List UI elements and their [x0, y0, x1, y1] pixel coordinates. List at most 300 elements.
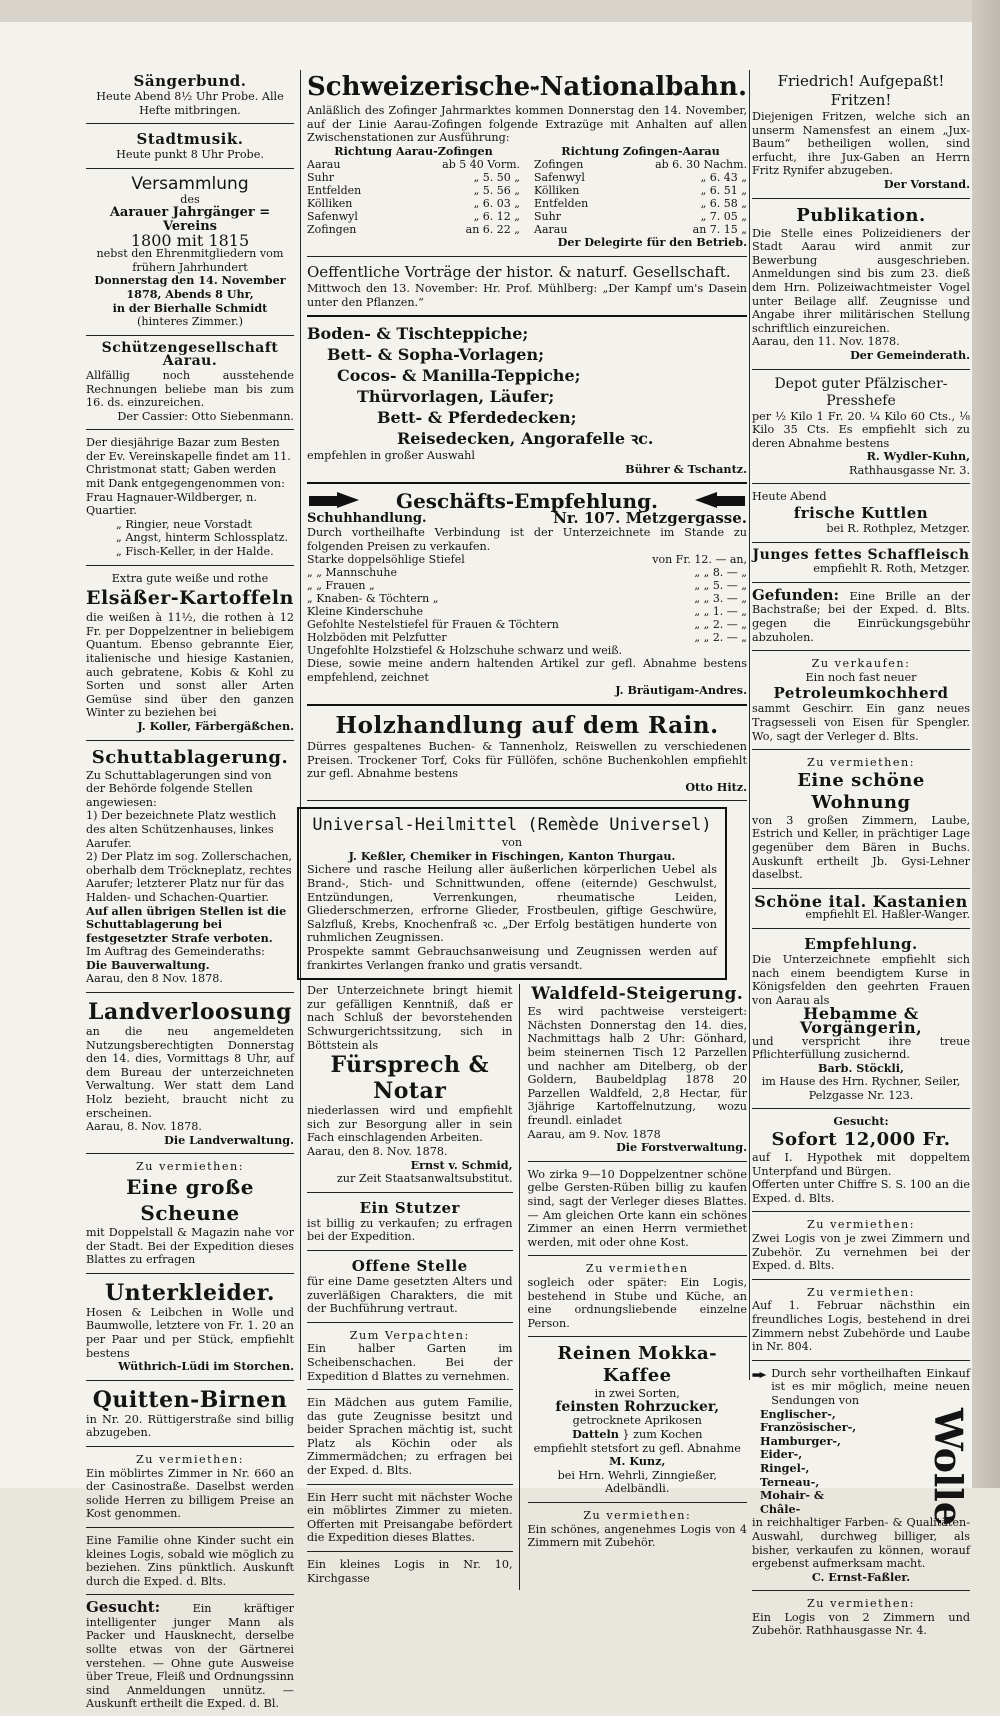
ad-signature: J. Koller, Färbergäßchen. [137, 718, 294, 733]
table-cell: „ Knaben- & Töchtern „ [307, 592, 439, 606]
list-item: Mohair- & [760, 1488, 825, 1503]
separator [752, 1590, 970, 1591]
ad-signature: Barb. Stöckli, [818, 1060, 904, 1075]
ad-text: von 3 großen Zimmern, Laube, Estrich und Keller, in prächtiger Lage gegenüber dem Bären in Buchs. Auskunft ertheilt Jb. Gysi-Lehner daselbst. [752, 813, 970, 882]
ad-text: Durch vortheilhafte Verbindung ist der Unterzeichnete im Stande zu folgenden Preisen zu verkaufen. [307, 525, 747, 553]
ad-signature: Rathhausgasse Nr. 3. [848, 463, 970, 477]
ad-text: in reichhaltiger Farben- & Qualitäten-Auswahl, durchweg billiger, als bisher, verkaufen zu können, worauf ergebenst aufmerksam macht. [752, 1516, 970, 1571]
separator [307, 315, 747, 317]
timetable-table [307, 158, 520, 236]
separator [86, 335, 294, 336]
ad-date: Aarau, am 9. Nov. 1878 [527, 1127, 661, 1141]
ad-wohnung [752, 756, 970, 882]
ad-text: sammt Geschirr. Ein ganz neues Tragsesseli von Eisen für Spengler. Wo, sagt der Verleger d. Blts. [752, 702, 970, 743]
ad-line: „ Angst, hinterm Schlossplatz. [116, 531, 289, 545]
column-rule-right [749, 70, 750, 1380]
ad-line: Cocos- & Manilla-Teppiche; [337, 366, 581, 386]
ad-line: Donnerstag den 14. November 1878, Abends 8 Uhr, [94, 273, 286, 301]
table-cell: ab 5 40 Vorm. [442, 158, 520, 172]
ad-line: 1800 mit 1815 [130, 230, 250, 250]
middle-right-subcolumn [528, 984, 747, 1590]
ad-line: Aarau, den 8 Nov. 1878. [86, 972, 223, 986]
list-item: Französischer-, [760, 1420, 857, 1435]
ad-text: Der Unterzeichnete bringt hiemit zur gefälligen Kenntniß, daß er nach Schluß der bevorstehenden Schwurgerichtssitzung, sich in Böttstein als [307, 984, 513, 1052]
ad-text: auf I. Hypothek mit doppeltem Unterpfand und Bürgen. [752, 1151, 970, 1178]
ad-title: Petroleumkochherd [773, 684, 949, 703]
ad-signature: Der Cassier: Otto Siebenmann. [117, 409, 294, 423]
ad-line: nebst den Ehrenmitgliedern vom frühern Jahrhundert [96, 247, 284, 274]
ad-line: Zum Verpachten: [349, 1328, 470, 1342]
separator [752, 1108, 970, 1109]
ad-fritzen [752, 72, 970, 192]
ad-title: Fürsprech & Notar [330, 1052, 490, 1105]
ad-date: Aarau, 8. Nov. 1878. [86, 1120, 202, 1134]
table-cell: „ „ 1. — „ [694, 605, 747, 619]
ad-herr [307, 1491, 513, 1545]
separator [528, 1336, 747, 1337]
ad-signature: bei Hrn. Wehrli, Zinngießer, Adelbändli. [557, 1468, 717, 1496]
table-cell: „ „ Mannschuhe [307, 566, 397, 580]
ad-subtitle-row [307, 509, 747, 528]
separator [752, 650, 970, 651]
ad-text: Allfällig noch ausstehende Rechnungen beliebe man bis zum 16. ds. einzureichen. [86, 368, 294, 410]
ad-title: Gesucht: [86, 1598, 161, 1617]
ad-text: Dürres gespaltenes Buchen- & Tannenholz, Reiswellen zu verschiedenen Preisen. Trockener Torf, Coks für Füllöfen, schöne Buchenkohlen empfiehlt zur gefl. Abnahme bestens [307, 739, 747, 781]
pointing-hand-right-icon [307, 490, 363, 512]
ad-line: Im Auftrag des Gemeinderaths: [86, 945, 265, 959]
ad-line: Zu vermiethen: [807, 756, 915, 770]
column-rule-left [300, 70, 301, 1380]
ad-vermiethen-4zimmer [528, 1509, 747, 1550]
separator [86, 1594, 294, 1595]
ad-text: per ½ Kilo 1 Fr. 20. ¼ Kilo 60 Cts., ⅛ Kilo 35 Cts. Es empfiehlt sich zu deren Abnahme bestens [752, 409, 970, 450]
table-cell: Gefohlte Nestelstiefel für Frauen & Töchtern [307, 618, 559, 632]
table-cell: ab 6. 30 Nachm. [655, 158, 747, 172]
ad-landverloosung [86, 999, 294, 1147]
separator [86, 1273, 294, 1274]
table-cell: „ 6. 12 „ [473, 210, 520, 224]
ad-title: Hebamme & Vorgängerin, [799, 1004, 923, 1037]
ad-line: Zu vermiethen [585, 1262, 689, 1276]
column-right [752, 72, 970, 1643]
ad-date: Aarau, den 11. Nov. 1878. [752, 335, 900, 349]
ad-text: Zu Schuttablagerungen sind von der Behörde folgende Stellen angewiesen: [86, 768, 272, 809]
ad-text: Ein schönes, angenehmes Logis von 4 Zimmern mit Zubehör. [527, 1522, 747, 1550]
table-cell: „ 7. 05 „ [700, 210, 747, 224]
ad-line: des [180, 192, 200, 206]
ad-text: Ein kleines Logis in Nr. 10, Kirchgasse [307, 1558, 513, 1585]
ad-geschaeft [307, 490, 747, 698]
ad-text: Die Unterzeichnete empfiehlt sich nach einem beendigtem Kurse in Königsfelden den geehrten Frauen von Aarau als [752, 952, 970, 1007]
ad-line: Datteln [572, 1427, 619, 1442]
separator [752, 198, 970, 199]
table-cell: „ 6. 43 „ [700, 171, 747, 185]
ad-line: „ Ringier, neue Vorstadt [116, 517, 253, 531]
ad-line: Zu vermiethen: [583, 1509, 692, 1523]
ad-kartoffeln [86, 572, 294, 734]
ad-text: Diejenigen Fritzen, welche sich an unserm Namensfest an einem „Jux-Baum“ betheiligen wollen, sind erfucht, ihre Jux-Gaben an Herrn Fritz Rynifer abzugeben. [752, 110, 970, 178]
ad-text: Ein Mädchen aus gutem Familie, das gute Zeugnisse besitzt und beider Sprachen mächtig ist, sucht Platz als Köchin oder als Zimmermädchen; zu erfragen bei der Exped. d. Blts. [307, 1396, 513, 1478]
table-cell: Kleine Kinderschuhe [307, 605, 424, 619]
list-item: Hamburger-, [760, 1433, 841, 1448]
wool-type-list [752, 1408, 870, 1517]
ad-line: Extra gute weiße und rothe [111, 571, 269, 585]
ad-line: Die Bauverwaltung. [86, 957, 210, 972]
ad-empfehlung [752, 935, 970, 1103]
ad-signature: Wüthrich-Lüdi im Storchen. [118, 1359, 294, 1374]
ad-title: Reinen Mokka-Kaffee [557, 1343, 718, 1387]
ad-title: Sängerbund. [133, 72, 247, 90]
column-middle [307, 72, 747, 1590]
ad-title: Elsäßer-Kartoffeln [86, 587, 294, 610]
ad-line: getrocknete Aprikosen [572, 1414, 702, 1428]
ad-title: frische Kuttlen [793, 504, 929, 523]
list-item: Terneau-, [760, 1474, 820, 1489]
separator [752, 582, 970, 583]
ad-gefunden [752, 585, 971, 644]
table-cell: Zofingen [534, 158, 584, 172]
ad-text: Heute Abend 8½ Uhr Probe. Alle Hefte mitbringen. [96, 90, 284, 117]
timetable-aarau-zofingen [307, 145, 520, 237]
separator [86, 740, 294, 741]
table-cell: Entfelden [534, 197, 589, 211]
ad-line: 1) Der bezeichnete Platz westlich des alten Schützenhauses, linkes Aarufer. [86, 809, 277, 850]
ad-text: in Nr. 20. Rüttigerstraße sind billig abzugeben. [86, 1412, 294, 1440]
table-cell: „ 6. 51 „ [700, 184, 747, 198]
separator [752, 369, 970, 370]
separator [307, 1484, 513, 1485]
ad-familie [86, 1534, 294, 1588]
ad-line: Boden- & Tischteppiche; [307, 324, 529, 344]
ad-line: „ Fisch-Keller, in der Halde. [116, 545, 274, 559]
table-row [307, 566, 747, 579]
ad-text: Offerten unter Chiffre S. S. 100 an die Exped. d. Blts. [752, 1178, 970, 1205]
ad-text: Mittwoch den 13. November: Hr. Prof. Mühlberg: „Der Kampf um's Dasein unter den Pflanzen.“ [307, 281, 747, 309]
table-cell: „ „ 3. — „ [694, 592, 747, 606]
table-cell: an 7. 15 „ [692, 223, 747, 237]
ad-title: Offene Stelle [351, 1256, 468, 1275]
ad-text: für eine Dame gesetzten Alters und zuverläßigen Charakters, die mit der Buchführung vertraut. [307, 1274, 513, 1316]
table-row [307, 631, 747, 644]
ad-maedchen [307, 1396, 513, 1478]
ad-scheune [86, 1160, 294, 1266]
ad-line: Aarauer Jahrgänger = Vereins [109, 205, 271, 234]
separator [307, 1250, 513, 1251]
ad-kastanien [752, 891, 970, 922]
ad-line: Gesucht: [833, 1114, 889, 1129]
ad-text: Ein Logis von 2 Zimmern und Zubehör. Rathhausgasse Nr. 4. [752, 1610, 970, 1638]
ad-signature: J. Bräutigam-Andres. [615, 683, 747, 698]
table-cell: an 6. 22 „ [465, 223, 520, 237]
ad-title: Gefunden: [752, 585, 840, 604]
ad-holzhandlung [307, 712, 747, 794]
ad-signature: Der Vorstand. [883, 176, 970, 191]
ad-ruebe [528, 1168, 747, 1250]
list-item: Châle- [760, 1501, 801, 1516]
separator [752, 928, 970, 929]
timetable-table [534, 158, 747, 236]
table-row [307, 223, 520, 236]
separator [307, 1192, 513, 1193]
table-row [307, 605, 747, 618]
scan-edge-right [972, 0, 1000, 1488]
ad-schaffleisch [752, 546, 970, 576]
ad-nationalbahn [307, 72, 747, 250]
ad-text: Heute punkt 8 Uhr Probe. [116, 148, 264, 162]
separator [307, 800, 747, 801]
ad-title: Oeffentliche Vorträge der histor. & naturf. Gesellschaft. [307, 262, 731, 281]
ad-line: Zu vermiethen: [136, 1452, 244, 1466]
ad-waldfeld [528, 984, 747, 1155]
ad-title: Friedrich! Aufgepaßt! Fritzen! [777, 72, 945, 109]
ad-signature: Ernst v. Schmid, [410, 1157, 513, 1172]
separator [752, 888, 970, 889]
ad-signature: bei R. Rothplez, Metzger. [826, 522, 970, 536]
ad-sofort [752, 1115, 970, 1205]
ad-signature: zur Zeit Staatsanwaltsubstitut. [336, 1172, 513, 1186]
separator [86, 1153, 294, 1154]
ad-line: empfiehlt stetsfort zu gefl. Abnahme [533, 1441, 741, 1455]
ad-signature: Bührer & Tschantz. [625, 461, 747, 476]
separator [752, 483, 970, 484]
ad-text: niederlassen wird und empfiehlt sich zur Besorgung aller in sein Fach einschlagenden Arbeiten. [307, 1104, 513, 1145]
ad-signature: empfiehlt R. Roth, Metzger. [813, 562, 970, 576]
ad-text: Ein Herr sucht mit nächster Woche ein möblirtes Zimmer zu mieten. Offerten mit Preisangabe befördert die Expedition dieses Blattes. [307, 1490, 513, 1545]
separator [307, 704, 747, 706]
ad-title: Schweizerische [307, 72, 531, 103]
table-cell: Kölliken [307, 197, 353, 211]
table-cell: Ungefohlte Holzstiefel & Holzschuhe schwarz und weiß. [307, 644, 623, 658]
timetable [307, 145, 747, 237]
table-cell: „ „ Frauen „ [307, 579, 375, 593]
table-row [534, 210, 747, 223]
separator [86, 565, 294, 566]
ad-line: empfehlen in großer Auswahl [307, 449, 475, 463]
table-cell: Starke doppelsöhlige Stiefel [307, 553, 465, 567]
ad-vermiethen-rathhaus [752, 1597, 970, 1638]
ad-vermiethen-zwei-logis [752, 1218, 970, 1272]
ad-schuetzen [86, 339, 294, 424]
ad-text: Hosen & Leibchen in Wolle und Baumwolle, letztere von Fr. 1. 20 an per Paar und per Stück, empfiehlt bestens [86, 1305, 294, 1360]
ad-line: Ein noch fast neuer [805, 670, 917, 684]
table-cell: „ 6. 58 „ [700, 197, 747, 211]
list-item: Eider-, [760, 1447, 803, 1462]
ad-title: Schuttablagerung. [91, 746, 289, 768]
table-cell: „ 5. 56 „ [473, 184, 520, 198]
ad-line: 2) Der Platz im sog. Zollerschachen, oberhalb dem Tröckneplatz, rechtes Aarufer; letzterer Platz nur für das Halden- und Schachen-Quartier. [86, 850, 293, 904]
ad-vortraege [307, 263, 747, 309]
ad-title: Geschäfts-Empfehlung. [395, 488, 659, 513]
ad-mokka [528, 1343, 747, 1496]
separator [528, 1255, 747, 1256]
ad-subtitle: Schuhhandlung. [307, 511, 427, 527]
table-row [307, 592, 747, 605]
ad-subtitle: Nr. 107. Metzgergasse. [553, 509, 747, 528]
table-cell: Safenwyl [307, 210, 358, 224]
ad-signature: Der Delegirte für den Betrieb. [557, 235, 747, 250]
ad-title: Publikation. [796, 204, 926, 226]
ad-title: Sofort 12,000 Fr. [771, 1129, 951, 1151]
separator [86, 123, 294, 124]
ad-signature: C. Ernst-Faßler. [811, 1569, 911, 1584]
ad-title: Eine große Scheune [126, 1175, 254, 1225]
ad-stelle [307, 1257, 513, 1316]
ad-line: Zu vermiethen: [807, 1218, 915, 1232]
ad-text: Ein möblirtes Zimmer in Nr. 660 an der Casinostraße. Daselbst werden solide Herren zu billigem Preise an Kost genommen. [86, 1466, 294, 1521]
ad-text: Auf 1. Februar nächsthin ein freundliches Logis, bestehend in drei Zimmern nebst Zubehörde und Laube in Nr. 804. [752, 1299, 970, 1354]
separator [86, 1527, 294, 1528]
separator [86, 1446, 294, 1447]
ad-line: in zwei Sorten, [594, 1387, 680, 1401]
table-cell: Suhr [307, 171, 334, 185]
ad-text: Eine Familie ohne Kinder sucht ein kleines Logis, sobald wie möglich zu beziehen. Zins pünktlich. Auskunft durch die Exped. d. Blts. [86, 1533, 294, 1588]
ad-text: an die neu angemeldeten Nutzungsberechtigten Donnerstag den 14. dies, Vormittags 8 Uhr, auf dem Bureau der unterzeichneten Verwaltung. Wer statt dem Land Holz bezieht, braucht nicht zu erscheinen. [86, 1025, 294, 1120]
ad-signature: empfiehlt El. Haßler-Wanger. [805, 908, 970, 922]
ad-signature: Otto Hitz. [685, 779, 747, 794]
ad-title: Holzhandlung auf dem Rain. [335, 711, 719, 739]
ad-title: Landverloosung [88, 999, 292, 1026]
timetable-zofingen-aarau [534, 145, 747, 237]
wolle-big-title: Wolle [926, 1407, 971, 1526]
table-row [307, 210, 520, 223]
separator [528, 1502, 747, 1503]
ad-title: Ein Stutzer [359, 1198, 460, 1217]
table-row [534, 158, 747, 171]
ad-title: Waldfeld-Steigerung. [531, 984, 744, 1005]
ad-presshefe [752, 376, 970, 478]
ad-bazar [86, 436, 294, 558]
ad-signature: Der Gemeinderath. [850, 347, 970, 362]
ad-kuttlen [752, 490, 970, 535]
ad-line: Heute Abend [752, 490, 827, 504]
ad-logis [307, 1558, 513, 1585]
ad-text: Wo zirka 9—10 Doppelzentner schöne gelbe Gersten-Rüben billig zu kaufen sind, sagt der Verleger dieses Blattes. — Am gleichen Orte kann ein schönes Zimmer an einen Herrn vermiethet werden, mit oder ohne Kost. [527, 1167, 747, 1249]
table-cell: „ 5. 50 „ [473, 171, 520, 185]
ad-line: Thürvorlagen, Läufer; [357, 387, 555, 407]
ad-title: Junges fettes Schaffleisch [752, 546, 970, 563]
ad-title: Universal-Heilmittel (Remède Universel) [312, 815, 712, 836]
separator [528, 1161, 747, 1162]
separator [86, 429, 294, 430]
ad-saengerbund [86, 72, 294, 117]
table-cell: Aarau [534, 223, 568, 237]
ad-schutt [86, 747, 294, 987]
table-cell: Suhr [534, 210, 561, 224]
timetable-heading: Richtung Aarau-Zofingen [334, 143, 493, 158]
ad-title: Nationalbahn. [539, 72, 747, 103]
ad-line: von [501, 836, 523, 850]
ad-text: und verspricht ihre treue Pflichterfüllung zusichernd. [752, 1034, 970, 1062]
ad-vermiethen-februar [752, 1286, 970, 1354]
separator [752, 1360, 970, 1361]
ad-signature: im Hause des Hrn. Rychner, Seiler, Pelzgasse Nr. 123. [761, 1075, 961, 1102]
separator [307, 1322, 513, 1323]
ad-line: Zu verkaufen: [811, 657, 911, 671]
ad-intro-row [752, 1367, 970, 1408]
ad-text: Anläßlich des Zofinger Jahrmarktes kommen Donnerstag den 14. November, auf der Linie Aarau-Zofingen folgende Extrazüge mit Anhalten auf allen Zwischenstationen zur Ausführung: [307, 104, 747, 145]
ad-signature: Die Landverwaltung. [164, 1132, 294, 1147]
separator [752, 1279, 970, 1280]
table-row [534, 171, 747, 184]
table-cell: von Fr. 12. — an, [652, 553, 747, 567]
ad-line: Bett- & Pferdedecken; [377, 408, 577, 428]
separator [752, 542, 970, 543]
locomotive-icon [530, 72, 540, 104]
ad-title: Quitten-Birnen [92, 1386, 288, 1413]
separator [752, 1211, 970, 1212]
ad-title: Unterkleider. [105, 1279, 275, 1306]
ad-publikation [752, 205, 970, 363]
ad-title-row [307, 72, 747, 104]
middle-left-subcolumn [307, 984, 520, 1590]
price-table [307, 553, 747, 657]
ad-teppiche [307, 323, 747, 476]
list-item: Ringel-, [760, 1460, 810, 1475]
ad-text: Ein halber Garten im Scheibenschachen. Bei der Expedition d Blattes zu vernehmen. [307, 1342, 513, 1383]
column-left [86, 72, 294, 1716]
ad-title: Schützengesellschaft Aarau. [101, 339, 279, 370]
table-row [307, 171, 520, 184]
table-cell: Kölliken [534, 184, 580, 198]
ad-title: Eine schöne Wohnung [797, 769, 925, 813]
ad-text: sogleich oder später: Ein Logis, bestehend in Stube und Küche, an eine ordnungsliebende einzelne Person. [527, 1275, 747, 1330]
ad-line: feinsten Rohrzucker, [555, 1398, 720, 1415]
ad-text: Diese, sowie meine andern haltenden Artikel zur gefl. Abnahme bestens empfehlend, zeichnet [307, 657, 747, 684]
ad-line: Zu vermiethen: [136, 1160, 244, 1174]
list-item: Englischer-, [760, 1406, 836, 1421]
ad-text: Eine Brille an der Bachstraße; bei der Exped. d. Blts. gegen die Einrückungsgebühr abzuholen. [752, 589, 971, 644]
table-row [307, 644, 747, 657]
ad-line: Frau Hagnauer-Wildberger, n. Quartier. [86, 490, 257, 518]
wolle-body [752, 1406, 971, 1526]
ad-line: } zum Kochen [622, 1428, 703, 1442]
ad-signature: M. Kunz, [609, 1454, 666, 1469]
ad-text: Prospekte sammt Gebrauchsanweisung und Zeugnissen werden auf frankirtes Verlangen franko und gratis versandt. [307, 945, 717, 972]
ad-text: Ein kräftiger intelligenter junger Mann als Packer und Hausknecht, derselbe sollte etwas von der Gärtnerei verstehen. — Ohne gute Ausweise über Treue, Fleiß und Ordnungssinn sind Anmeldungen unnütz. — Auskunft ertheilt die Exped. d. Bl. [86, 1602, 294, 1711]
ad-title: Empfehlung. [804, 934, 918, 953]
table-cell [645, 644, 747, 657]
table-row [307, 618, 747, 631]
ad-fuersprech [307, 984, 513, 1186]
separator [307, 1389, 513, 1390]
ad-stadtmusik [86, 130, 294, 162]
ad-text: Zwei Logis von je zwei Zimmern und Zubehör. Zu vernehmen bei der Exped. d. Blts. [752, 1232, 970, 1273]
table-cell: Entfelden [307, 184, 362, 198]
table-cell: Zofingen [307, 223, 357, 237]
separator [307, 482, 747, 484]
table-cell: Holzböden mit Pelzfutter [307, 631, 447, 645]
ad-text: Es wird pachtweise versteigert: Nächsten Donnerstag den 14. dies, Nachmittags halb 2 Uhr: Gönhard, beim steinernen Tisch 12 Parzellen und nachher am Ditelberg, ob der Goldern, Baubeldplag 1878 20 Parzellen Waldfeld, 2,8 Hectar, für 3jährige Kartoffelnutzung, wozu freundl. einladet [527, 1005, 747, 1127]
ad-line: in der Bierhalle Schmidt [112, 300, 268, 315]
timetable-heading: Richtung Zofingen-Aarau [561, 143, 720, 158]
ad-vermiethen-logis [528, 1262, 747, 1330]
table-row [307, 579, 747, 592]
ad-text: Die Stelle eines Polizeidieners der Stadt Aarau wird anmit zur Bewerbung ausgeschrieben. Anmeldungen sind bis zum 23. dieß dem Hrn. Polizeiwachtmeister Vogel unter Beilage allf. Zeugnisse und Angabe ihrer militärischen Stellung schriftlich einzureichen. [752, 226, 970, 335]
pointing-hand-right-icon [752, 1367, 767, 1383]
separator [307, 256, 747, 257]
ad-title: Schöne ital. Kastanien [754, 891, 968, 911]
ad-line: Bett- & Sopha-Vorlagen; [327, 345, 544, 365]
ad-line: J. Keßler, Chemiker in Fischingen, Kanton Thurgau. [348, 848, 676, 863]
ad-line: (hinteres Zimmer.) [137, 315, 243, 329]
ad-text: ist billig zu verkaufen; zu erfragen bei der Expedition. [307, 1216, 513, 1244]
table-row [307, 158, 520, 171]
table-row [534, 184, 747, 197]
ad-text: mit Doppelstall & Magazin nahe vor der Stadt. Bei der Expedition dieses Blattes zu erfragen [86, 1226, 294, 1267]
table-cell: „ „ 2. — „ [694, 631, 747, 645]
separator [86, 1380, 294, 1381]
ad-heilmittel [297, 807, 727, 980]
